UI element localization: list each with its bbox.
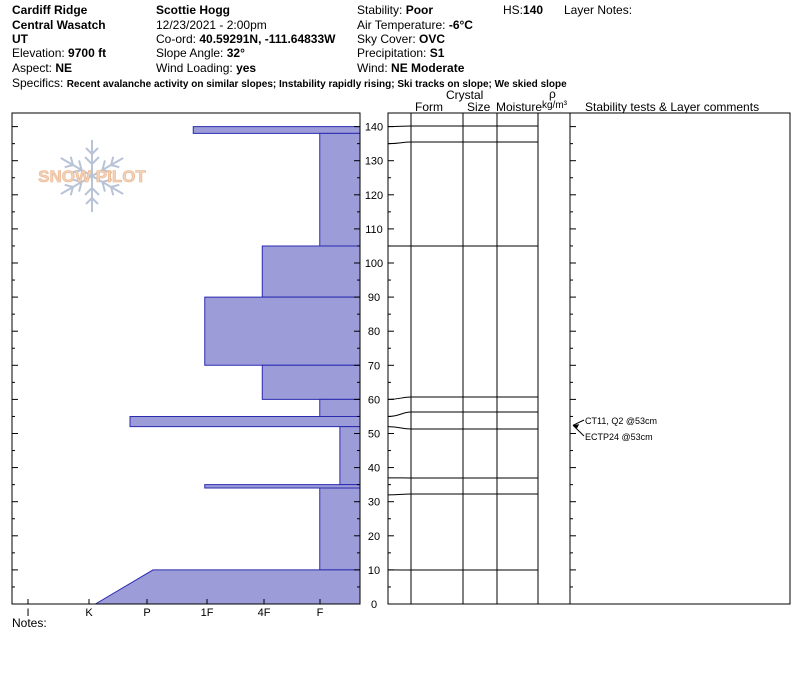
height-label-140: 140 <box>364 121 384 134</box>
test-leader-1 <box>573 425 584 436</box>
state-name: UT <box>12 32 28 46</box>
layer-notes-label: Layer Notes: <box>564 3 633 17</box>
coord-value: 40.59291N, -111.64833W <box>199 32 336 46</box>
height-label-100: 100 <box>364 258 384 270</box>
boundary-connector-55 <box>388 412 411 416</box>
wind-value: NE Moderate <box>391 61 465 75</box>
hardness-label-1F: 1F <box>200 607 214 619</box>
snowflake-logo <box>38 140 146 212</box>
col-form: Form <box>415 100 443 114</box>
hardness-layer-8 <box>205 485 360 488</box>
hardness-layer-7 <box>340 427 360 485</box>
stability-value: Poor <box>405 3 434 17</box>
boundary-connector-60 <box>388 397 411 399</box>
stability-label: Stability: <box>357 3 403 17</box>
hardness-label-F: F <box>316 607 324 619</box>
stability-test-0: CT11, Q2 @53cm <box>585 416 657 426</box>
hs-value: 140 <box>523 3 544 17</box>
sky-label: Sky Cover: <box>357 32 416 46</box>
elevation-label: Elevation: <box>12 46 65 60</box>
specifics-label: Specifics: <box>12 76 64 90</box>
hardness-layer-5 <box>320 399 360 416</box>
air-temp-value: -6°C <box>448 18 473 32</box>
hardness-layer-2 <box>262 246 360 297</box>
boundary-connector-32 <box>388 494 411 495</box>
col-moisture: Moisture <box>496 100 543 114</box>
boundary-connector-135 <box>388 142 411 144</box>
sky-value: OVC <box>419 32 446 46</box>
col-size: Size <box>467 100 491 114</box>
aspect-label: Aspect: <box>12 61 53 75</box>
height-label-130: 130 <box>364 155 384 168</box>
height-label-90: 90 <box>367 292 381 305</box>
hardness-layer-9 <box>320 488 360 570</box>
boundary-connector-140 <box>388 126 411 127</box>
height-label-50: 50 <box>367 428 381 441</box>
hardness-label-P: P <box>143 607 151 619</box>
height-label-80: 80 <box>367 326 381 339</box>
wind-loading-label: Wind Loading: <box>156 61 233 75</box>
hardness-layer-3 <box>205 297 360 365</box>
height-label-60: 60 <box>367 394 381 407</box>
specifics-value: Recent avalanche activity on similar slopes; Instability rapidly rising; Ski tracks on slope; We skied slope <box>66 79 567 90</box>
height-label-110: 110 <box>365 223 383 236</box>
hardness-layer-4 <box>262 365 360 399</box>
stability-test-1: ECTP24 @53cm <box>585 432 653 442</box>
hardness-label-I: I <box>26 607 30 619</box>
height-axis <box>365 122 383 611</box>
depth-ticks <box>388 127 576 604</box>
elevation-value: 9700 ft <box>68 46 107 60</box>
hs-label: HS: <box>503 3 524 17</box>
air-temp-label: Air Temperature: <box>357 18 446 32</box>
precip-value: S1 <box>429 46 445 60</box>
wind-loading-value: yes <box>236 61 257 75</box>
height-label-120: 120 <box>364 189 384 202</box>
hardness-layer-1 <box>320 133 360 246</box>
range-name: Central Wasatch <box>12 18 106 32</box>
logo-text: SNOW PILOT <box>38 167 146 186</box>
height-label-10: 10 <box>367 564 381 577</box>
col-stability: Stability tests & Layer comments <box>585 100 760 114</box>
hardness-layer-6 <box>130 416 360 426</box>
hardness-layer-10 <box>96 570 361 604</box>
coord-label: Co-ord: <box>156 32 197 46</box>
hardness-label-K: K <box>85 607 93 619</box>
wind-label: Wind: <box>357 61 388 75</box>
aspect-value: NE <box>55 61 73 75</box>
hardness-layer-0 <box>193 127 360 134</box>
observation-datetime: 12/23/2021 - 2:00pm <box>156 18 267 32</box>
col-density-unit: kg/m³ <box>542 100 567 111</box>
height-label-0: 0 <box>370 599 378 611</box>
boundary-connector-52 <box>388 427 411 429</box>
layer-table-frame <box>388 113 790 604</box>
location-name: Cardiff Ridge <box>12 3 88 17</box>
slope-value: 32° <box>226 46 245 60</box>
hardness-label-4F: 4F <box>257 607 271 619</box>
slope-label: Slope Angle: <box>156 46 224 60</box>
height-label-20: 20 <box>367 530 381 543</box>
height-label-70: 70 <box>367 360 381 373</box>
col-rho: ρ <box>549 87 556 101</box>
height-label-30: 30 <box>367 496 381 509</box>
col-crystal: Crystal <box>446 88 484 102</box>
observer-name: Scottie Hogg <box>156 3 230 17</box>
notes-label: Notes: <box>12 616 47 630</box>
hardness-profile <box>96 127 361 604</box>
precip-label: Precipitation: <box>357 46 427 60</box>
stability-tests <box>573 416 657 442</box>
height-label-40: 40 <box>367 462 381 475</box>
